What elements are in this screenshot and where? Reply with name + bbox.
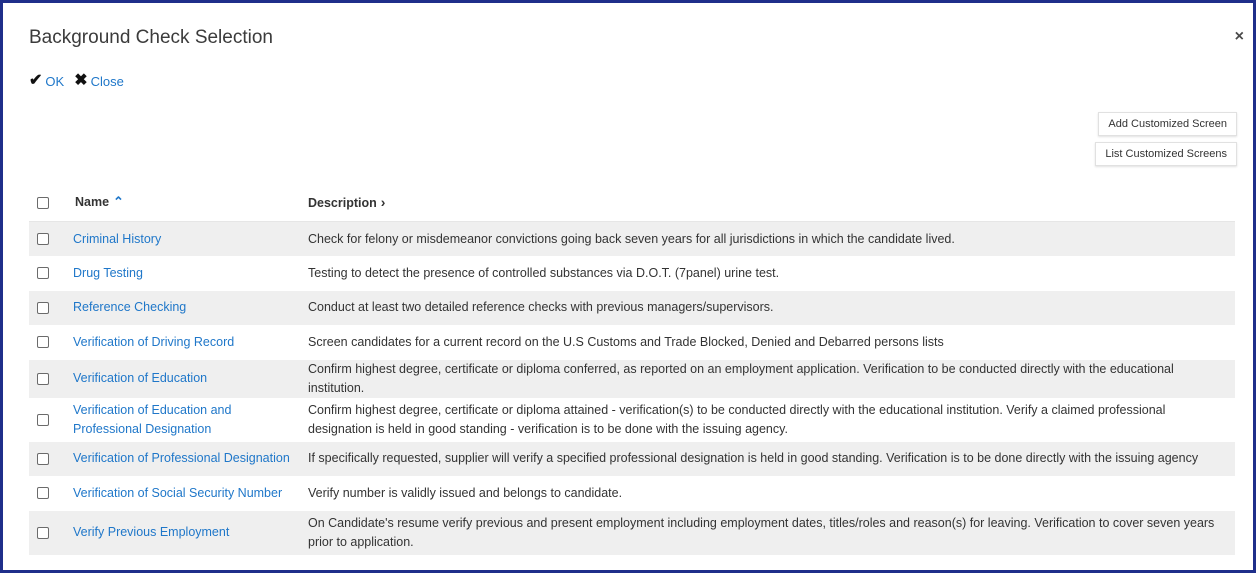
check-name-link[interactable]: Verify Previous Employment	[73, 525, 230, 539]
close-button[interactable]	[74, 73, 124, 89]
table-row	[29, 222, 1235, 257]
table-row	[29, 291, 1235, 326]
check-name-link[interactable]: Reference Checking	[73, 300, 187, 315]
check-description: Verify number is validly issued and belongs to candidate.	[308, 485, 623, 500]
row-checkbox[interactable]	[37, 336, 49, 348]
table-row	[29, 360, 1235, 398]
ok-button[interactable]	[29, 73, 64, 89]
name-header-label: Name	[75, 195, 110, 209]
check-name-link[interactable]: Drug Testing	[73, 265, 143, 280]
table-row	[29, 476, 1235, 511]
table-row	[29, 398, 1235, 442]
chevron-right-icon: ›	[380, 194, 386, 210]
checkmark-icon: ✔	[29, 72, 43, 89]
background-check-table	[29, 183, 1235, 555]
check-description: Screen candidates for a current record on the U.S Customs and Trade Blocked, Denied and Debarred persons lists	[308, 334, 944, 349]
row-checkbox[interactable]	[37, 373, 49, 385]
sort-ascending-icon: ⌃	[113, 194, 124, 209]
table-row	[29, 442, 1235, 477]
background-check-dialog	[3, 3, 1253, 570]
check-name-link[interactable]: Verification of Social Security Number	[73, 485, 283, 500]
table-row	[29, 511, 1235, 555]
check-description: On Candidate's resume verify previous and present employment including employment dates, titles/roles and reason(s) for leaving. Verification to cover seven years prior to application.	[308, 515, 1215, 549]
row-checkbox[interactable]	[37, 414, 49, 426]
check-name-link[interactable]: Verification of Professional Designation	[73, 451, 290, 466]
check-name-link[interactable]: Verification of Education and Professional Designation	[73, 402, 232, 436]
select-all-cell	[29, 183, 71, 222]
description-column-header[interactable]	[306, 183, 1235, 222]
check-description: If specifically requested, supplier will verify a specified professional designation is held in good standing. Verification is to be done directly with the issuing agency	[308, 451, 1199, 466]
row-checkbox[interactable]	[37, 487, 49, 499]
check-name-link[interactable]: Verification of Driving Record	[73, 334, 235, 349]
check-name-link[interactable]: Criminal History	[73, 231, 162, 246]
dialog-title: Background Check Selection	[29, 27, 273, 48]
row-checkbox[interactable]	[37, 527, 49, 539]
dialog-actions	[29, 73, 124, 89]
list-customized-screens-button[interactable]: List Customized Screens	[1095, 142, 1237, 166]
ok-label: OK	[45, 73, 65, 89]
close-label: Close	[90, 73, 124, 89]
description-header-label: Description	[308, 196, 377, 210]
x-icon: ✖	[74, 72, 88, 89]
add-customized-screen-button[interactable]: Add Customized Screen	[1098, 112, 1237, 136]
close-icon[interactable]: ×	[1234, 28, 1244, 45]
select-all-checkbox[interactable]	[37, 197, 49, 209]
table-row	[29, 325, 1235, 360]
row-checkbox[interactable]	[37, 453, 49, 465]
check-description: Testing to detect the presence of controlled substances via D.O.T. (7panel) urine test.	[308, 265, 780, 280]
check-description: Confirm highest degree, certificate or diploma attained - verification(s) to be conducted directly with the educational institution. Verify a claimed professional designation is held in good standing - verification is to be done with the issuing agency.	[308, 402, 1166, 436]
check-name-link[interactable]: Verification of Education	[73, 371, 208, 385]
check-description: Confirm highest degree, certificate or diploma conferred, as reported on an employment application. Verification to be conducted directly with the educational institution.	[308, 361, 1174, 395]
row-checkbox[interactable]	[37, 233, 49, 245]
check-description: Conduct at least two detailed reference checks with previous managers/supervisors.	[308, 300, 774, 315]
name-column-header[interactable]	[71, 183, 306, 222]
check-description: Check for felony or misdemeanor convictions going back seven years for all jurisdictions in which the candidate lived.	[308, 231, 955, 246]
row-checkbox[interactable]	[37, 267, 49, 279]
table-header-row	[29, 183, 1235, 222]
table-row	[29, 256, 1235, 291]
row-checkbox[interactable]	[37, 302, 49, 314]
